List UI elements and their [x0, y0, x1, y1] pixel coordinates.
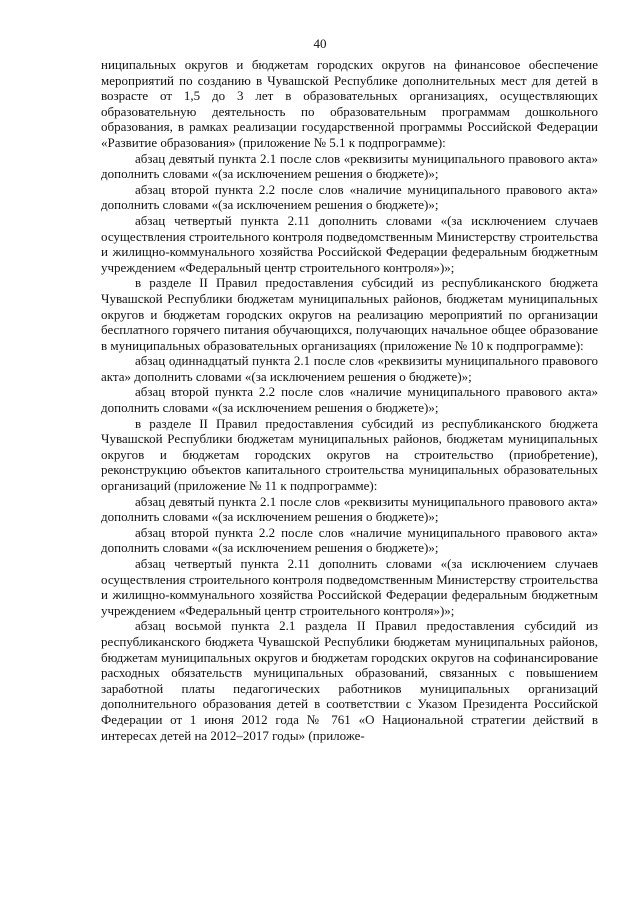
- paragraph: абзац второй пункта 2.2 после слов «наличие муниципального правового акта» дополнить словами «(за исключением решения о бюджете)»;: [101, 181, 598, 213]
- paragraph: ниципальных округов и бюджетам городских округов на финансовое обеспечение мероприятий по созданию в Чувашской Республике дополнительных мест для детей в возрасте от 1,5 до 3 лет в образовательных организациях, осуществляющих образовательную деятельность по образовательным программам дошкольного образования, в рамках реализации государственной программы Российской Федерации «Развитие образования» (приложение № 5.1 к подпрограмме):: [101, 57, 598, 150]
- paragraph: абзац второй пункта 2.2 после слов «наличие муниципального правового акта» дополнить словами «(за исключением решения о бюджете)»;: [101, 524, 598, 556]
- paragraph: в разделе II Правил предоставления субсидий из республиканского бюджета Чувашской Республики бюджетам муниципальных районов, бюджетам муниципальных округов и бюджетам городских округов на строительство (приобретение), реконструкцию объектов капитального строительства муниципальных образовательных организаций (приложение № 11 к подпрограмме):: [101, 415, 598, 494]
- paragraph: абзац четвертый пункта 2.11 дополнить словами «(за исключением случаев осуществления строительного контроля подведомственным Министерству строительства и жилищно-коммунального хозяйства Российской Федерации федеральным бюджетным учреждением «Федеральный центр строительного контроля»)»;: [101, 556, 598, 618]
- paragraph: абзац девятый пункта 2.1 после слов «реквизиты муниципального правового акта» дополнить словами «(за исключением решения о бюджете)»;: [101, 150, 598, 182]
- paragraph: абзац восьмой пункта 2.1 раздела II Правил предоставления субсидий из республиканского бюджета Чувашской Республики бюджетам муниципальных районов, бюджетам муниципальных округов и бюджетам городских округов на софинансирование расходных обязательств муниципальных образований, связанных с повышением заработной платы педагогических работников муниципальных организаций дополнительного образования детей в соответствии с Указом Президента Российской Федерации от 1 июня 2012 года № 761 «О Национальной стратегии действий в интересах детей на 2012–2017 годы» (приложе-: [101, 618, 598, 743]
- page-number: 40: [313, 36, 327, 51]
- paragraph: абзац одиннадцатый пункта 2.1 после слов «реквизиты муниципального правового акта» дополнить словами «(за исключением решения о бюджете)»;: [101, 353, 598, 384]
- document-body: [101, 57, 598, 743]
- paragraph: в разделе II Правил предоставления субсидий из республиканского бюджета Чувашской Республики бюджетам муниципальных районов, бюджетам муниципальных округов и бюджетам городских округов на реализацию мероприятий по организации бесплатного горячего питания обучающихся, получающих начальное общее образование в муниципальных образовательных организациях (приложение № 10 к подпрограмме):: [101, 275, 598, 353]
- paragraph: абзац четвертый пункта 2.11 дополнить словами «(за исключением случаев осуществления строительного контроля подведомственным Министерству строительства и жилищно-коммунального хозяйства Российской Федерации федеральным бюджетным учреждением «Федеральный центр строительного контроля»)»;: [101, 212, 598, 275]
- paragraph: абзац девятый пункта 2.1 после слов «реквизиты муниципального правового акта» дополнить словами «(за исключением решения о бюджете)»;: [101, 493, 598, 525]
- paragraph: абзац второй пункта 2.2 после слов «наличие муниципального правового акта» дополнить словами «(за исключением решения о бюджете)»;: [101, 384, 598, 416]
